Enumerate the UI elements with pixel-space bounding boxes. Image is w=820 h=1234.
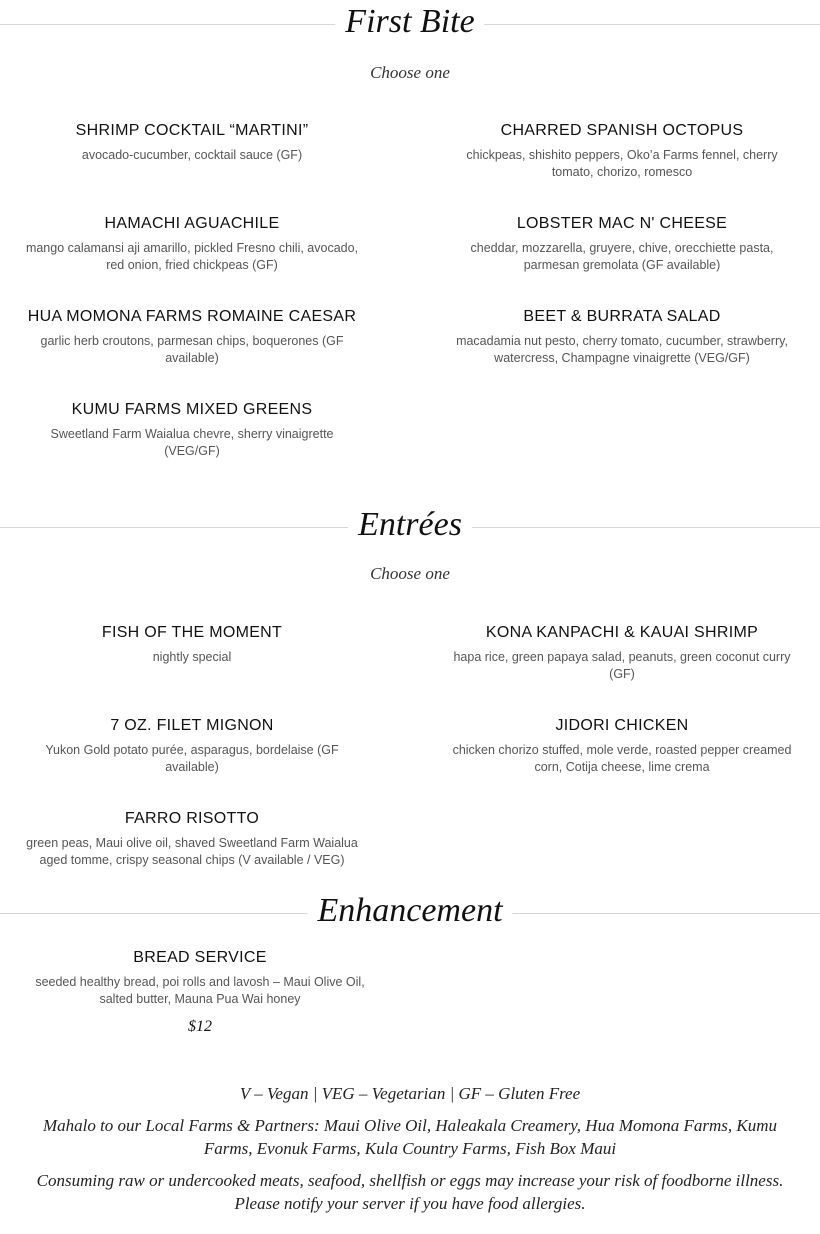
menu-item-name: KONA KANPACHI & KAUAI SHRIMP: [485, 624, 759, 641]
menu-item-description: chicken chorizo stuffed, mole verde, roasted pepper creamed corn, Cotija cheese, lime crema: [452, 743, 792, 774]
menu-item-description: avocado-cucumber, cocktail sauce (GF): [81, 148, 303, 162]
menu-item: [22, 121, 362, 164]
menu-item: [22, 809, 362, 869]
menu-item-description: mango calamansi aji amarillo, pickled Fresno chili, avocado, red onion, fried chickpeas (GF): [25, 241, 359, 272]
menu-item-name: JIDORI CHICKEN: [555, 717, 689, 734]
menu-item: [452, 623, 792, 683]
menu-item: [22, 623, 362, 666]
menu-item-name: SHRIMP COCKTAIL “MARTINI”: [75, 122, 309, 139]
menu-item-name: BREAD SERVICE: [133, 949, 267, 966]
menu-item: [22, 716, 362, 776]
menu-item: [22, 400, 362, 460]
menu-item-description: seeded healthy bread, poi rolls and lavosh – Maui Olive Oil, salted butter, Mauna Pua Wai honey: [35, 975, 365, 1006]
menu-item-description: nightly special: [152, 650, 232, 664]
menu-item-description: cheddar, mozzarella, gruyere, chive, orecchiette pasta, parmesan gremolata (GF available): [470, 241, 774, 272]
section-subtitle: Choose one: [370, 63, 450, 82]
section-subtitle: Choose one: [370, 564, 450, 583]
menu-item-name: KUMU FARMS MIXED GREENS: [71, 401, 313, 418]
menu-item-description: green peas, Maui olive oil, shaved Sweetland Farm Waialua aged tomme, crispy seasonal chips (V available / VEG): [26, 836, 358, 867]
section-title: Enhancement: [307, 889, 512, 933]
menu-item-name: BEET & BURRATA SALAD: [523, 308, 721, 325]
menu-item-name: CHARRED SPANISH OCTOPUS: [500, 122, 744, 139]
health-warning: Consuming raw or undercooked meats, seafood, shellfish or eggs may increase your risk of foodborne illness. Please notify your server if you have food allergies.: [36, 1171, 784, 1213]
menu-item-name: 7 OZ. FILET MIGNON: [110, 717, 274, 734]
dietary-legend: V – Vegan | VEG – Vegetarian | GF – Gluten Free: [239, 1084, 581, 1103]
menu-item: [452, 214, 792, 274]
menu-item-price: $12: [188, 1018, 212, 1035]
menu-item: [30, 948, 370, 1036]
menu-item: [452, 121, 792, 181]
section-header-entrees: [0, 503, 820, 551]
menu-item-description: Yukon Gold potato purée, asparagus, bordelaise (GF available): [45, 743, 339, 774]
partners-note: Mahalo to our Local Farms & Partners: Maui Olive Oil, Haleakala Creamery, Hua Momona Farms, Kumu Farms, Evonuk Farms, Kula Country Farms, Fish Box Maui: [42, 1116, 778, 1158]
menu-item-description: Sweetland Farm Waialua chevre, sherry vinaigrette (VEG/GF): [50, 427, 334, 458]
menu-item-description: macadamia nut pesto, cherry tomato, cucumber, strawberry, watercress, Champagne vinaigrette (VEG/GF): [456, 334, 788, 365]
menu-item-name: FARRO RISOTTO: [124, 810, 260, 827]
section-title: Entrées: [348, 503, 472, 547]
menu-item-name: LOBSTER MAC N' CHEESE: [516, 215, 728, 232]
menu-item-name: HAMACHI AGUACHILE: [104, 215, 280, 232]
menu-item: [22, 307, 362, 367]
menu-item-name: FISH OF THE MOMENT: [101, 624, 283, 641]
menu-item-description: hapa rice, green papaya salad, peanuts, green coconut curry (GF): [453, 650, 791, 681]
menu-item: [452, 716, 792, 776]
section-title: First Bite: [335, 0, 484, 44]
menu-item-name: HUA MOMONA FARMS ROMAINE CAESAR: [27, 308, 357, 325]
menu-item-description: chickpeas, shishito peppers, Oko’a Farms fennel, cherry tomato, chorizo, romesco: [466, 148, 778, 179]
section-header-enhancement: [0, 889, 820, 937]
menu-item-description: garlic herb croutons, parmesan chips, boquerones (GF available): [40, 334, 344, 365]
menu-item: [452, 307, 792, 367]
menu-item: [22, 214, 362, 274]
section-header-first-bite: [0, 0, 820, 48]
